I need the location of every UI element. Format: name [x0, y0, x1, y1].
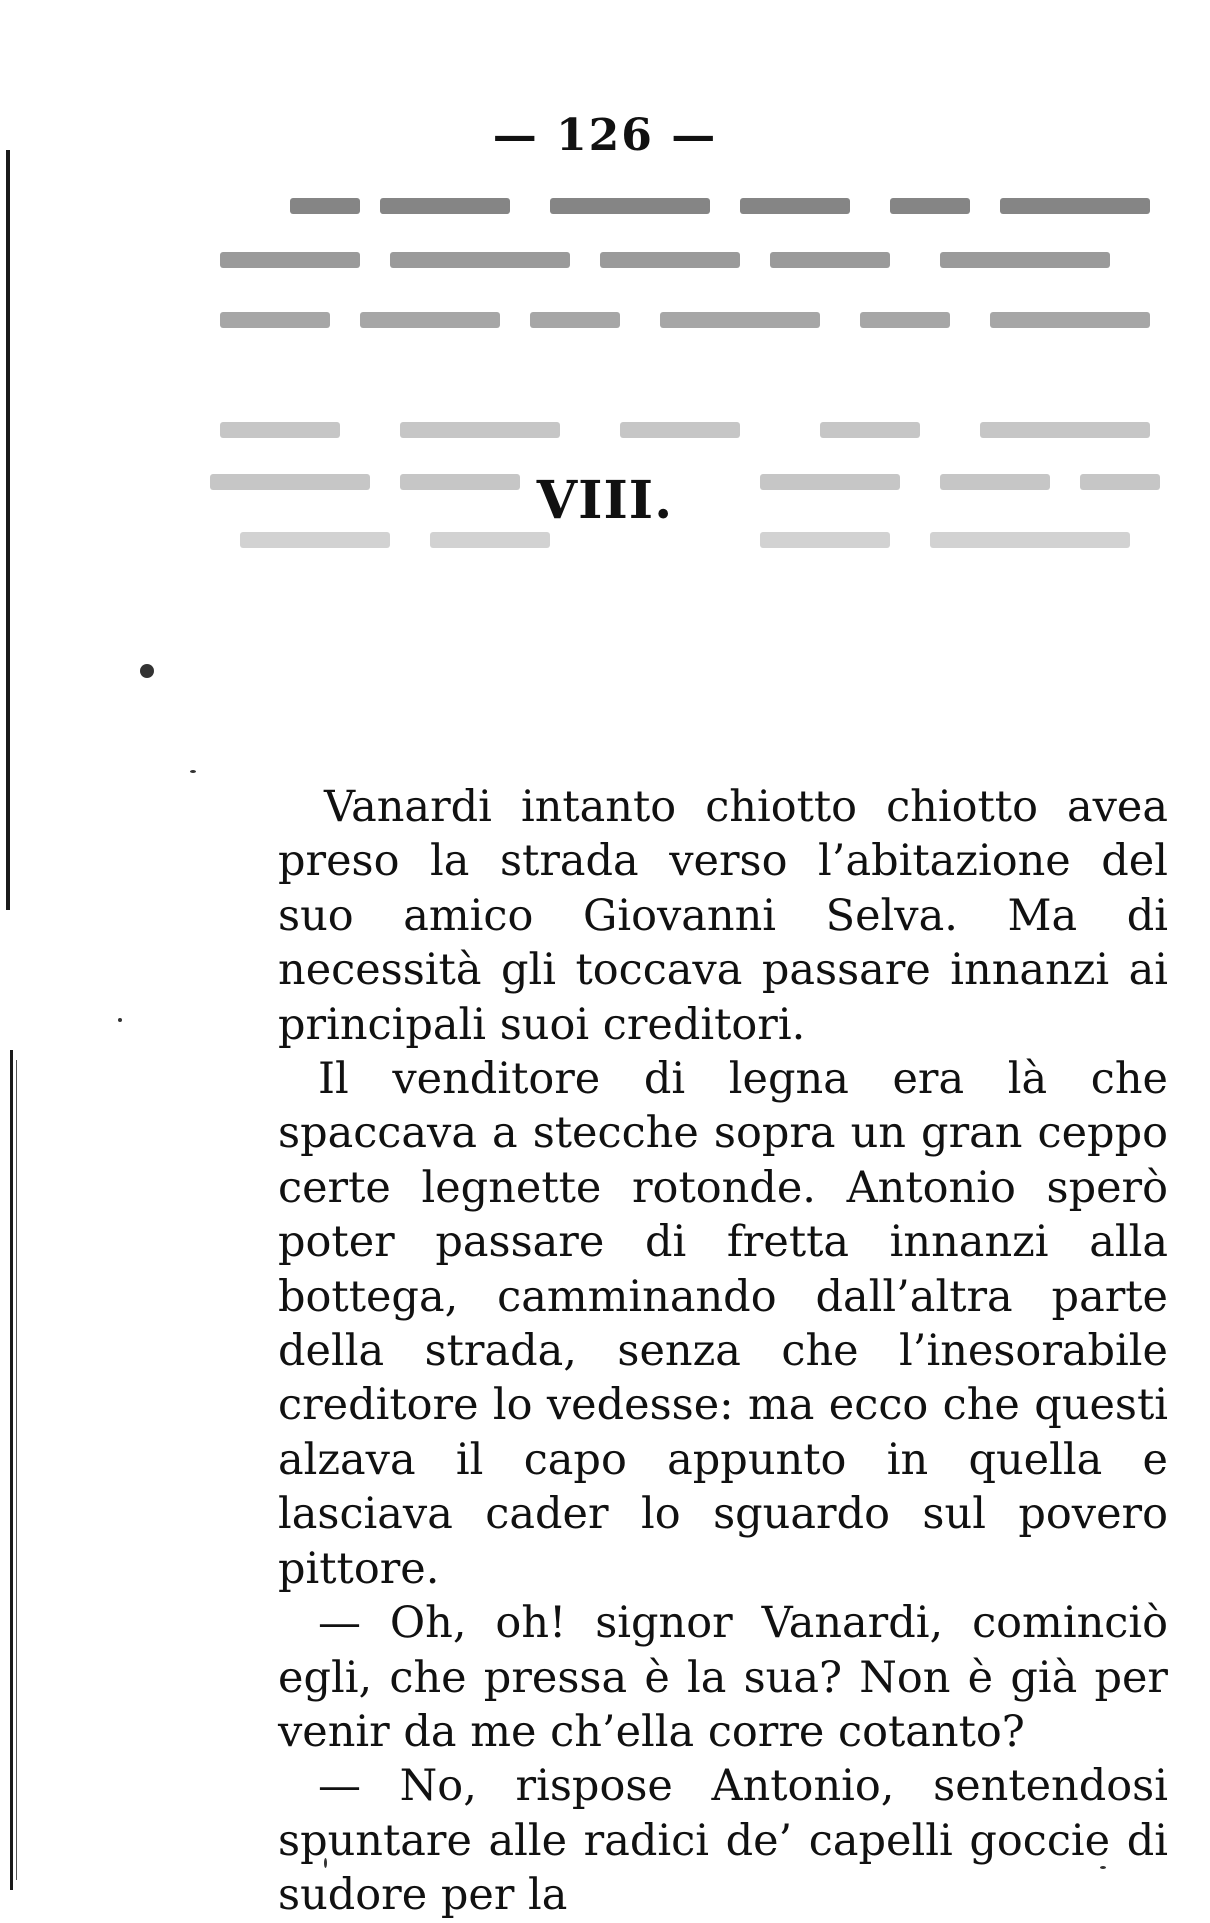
ink-speck	[190, 770, 196, 773]
paragraph: Vanardi intanto chiotto chiotto avea preso la strada verso l’abitazione del suo amico Giovanni Selva. Ma di necessità gli toccava passare innanzi ai principali suoi creditori.	[278, 782, 1168, 1050]
bleed-through-line	[200, 410, 1170, 450]
paragraph: Il venditore di legna era là che spaccava a stecche sopra un gran ceppo certe legnette rotonde. Antonio sperò poter passare di fretta innanzi alla bottega, camminando dall’altra parte della strada, senza che l’inesorabile creditore lo vedesse: ma ecco che questi alzava il capo appunto in quella e lasciava cader lo sguardo sul povero pittore.	[278, 1054, 1168, 1594]
chapter-heading: VIII.	[536, 470, 674, 531]
bleed-through-line	[200, 300, 1170, 340]
scan-edge-shadow	[10, 1050, 13, 1890]
scan-edge-line	[16, 1060, 17, 1880]
bleed-through-line	[200, 186, 1170, 226]
bleed-through-line	[200, 240, 1170, 280]
ink-speck	[118, 1018, 122, 1022]
paragraph: — No, rispose Antonio, sentendosi spuntare alle radici de’ capelli goccie di sudore per la	[278, 1761, 1168, 1921]
paragraph: — Oh, oh! signor Vanardi, cominciò egli, che pressa è la sua? Non è già per venir da me ch’ella corre cotanto?	[278, 1598, 1168, 1757]
ink-speck	[140, 664, 154, 678]
page-number: — 126 —	[492, 110, 718, 161]
body-text	[278, 780, 1168, 1923]
